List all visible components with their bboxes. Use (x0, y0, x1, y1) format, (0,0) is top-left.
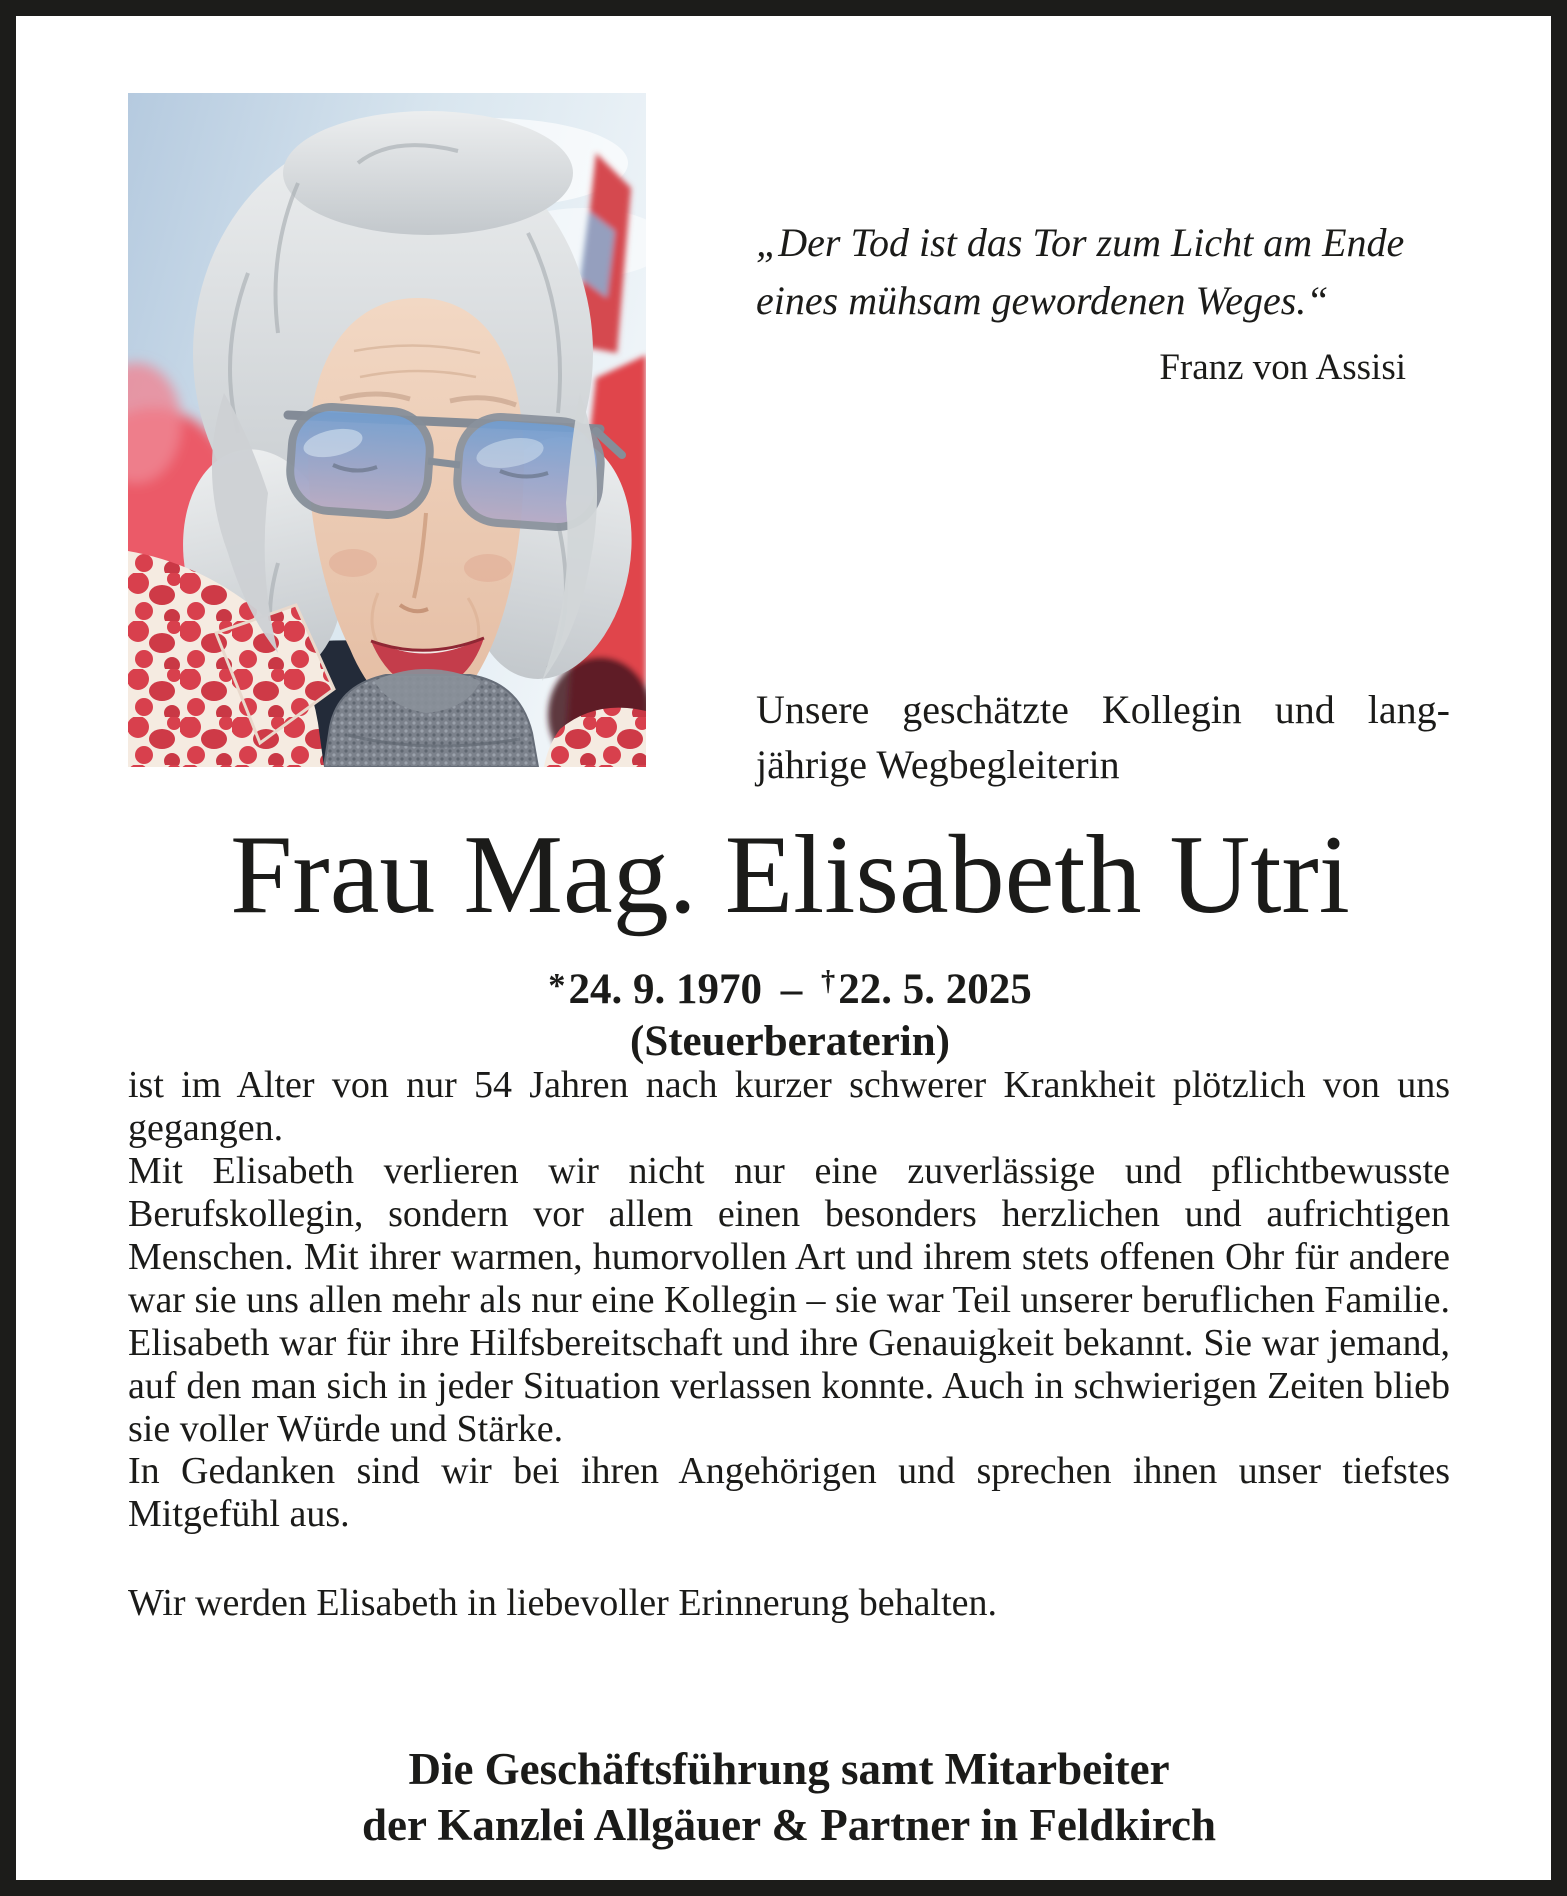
death-symbol: † (821, 966, 836, 998)
signature-line: Die Geschäftsführung samt Mitarbeiter (408, 1744, 1170, 1794)
death-date: 22. 5. 2025 (838, 966, 1032, 1013)
quote-text: „Der Tod ist das Tor zum Licht am Ende eines mühsam gewordenen Weges.“ (756, 220, 1405, 324)
intro-text: Unsere geschätzte Kollegin und langjährige Wegbegleiterin (756, 687, 1450, 788)
quote-attribution: Franz von Assisi (1159, 346, 1406, 388)
dates-separator: – (780, 966, 803, 1013)
portrait-illustration (128, 93, 646, 767)
birth-symbol: * (548, 966, 566, 1005)
birth-date: 24. 9. 1970 (568, 966, 762, 1013)
profession: (Steuerberaterin) (630, 1018, 950, 1066)
paragraph: Elisabeth war für ihre Hilfsbereitschaft und ihre Genauigkeit bekannt. Sie war jemand, auf den man sich in jeder Situation verlassen konnte. Auch in schwierigen Zeiten blieb sie voller Würde und Stärke. (128, 1321, 1450, 1450)
dates-block (112, 964, 1468, 1069)
paragraph: In Gedanken sind wir bei ihren Angehörigen und sprechen ihnen unser tiefstes Mitgefühl aus. (128, 1450, 1450, 1536)
paragraph: Mit Elisabeth verlieren wir nicht nur eine zuverlässige und pflichtbewusste Berufskollegin, sondern vor allem einen besonders herzlichen und aufrichtigen Menschen. Mit ihrer warmen, humorvollen Art und ihrem stets offenen Ohr für andere war sie uns allen mehr als nur eine Kollegin – sie war Teil unserer beruflichen Familie. (128, 1149, 1451, 1321)
portrait-photo (128, 93, 646, 767)
memorial-quote (756, 214, 1420, 395)
signature-block (128, 1742, 1450, 1854)
life-dates (112, 964, 1468, 1016)
deceased-name: Frau Mag. Elisabeth Utri (230, 813, 1350, 937)
closing-line: Wir werden Elisabeth in liebevoller Erinnerung behalten. (128, 1582, 997, 1625)
paragraph: ist im Alter von nur 54 Jahren nach kurzer schwerer Krankheit plötzlich von uns gegangen. (128, 1064, 1450, 1149)
signature-line: der Kanzlei Allgäuer & Partner in Feldkirch (361, 1799, 1217, 1850)
obituary-body (128, 1064, 1450, 1625)
